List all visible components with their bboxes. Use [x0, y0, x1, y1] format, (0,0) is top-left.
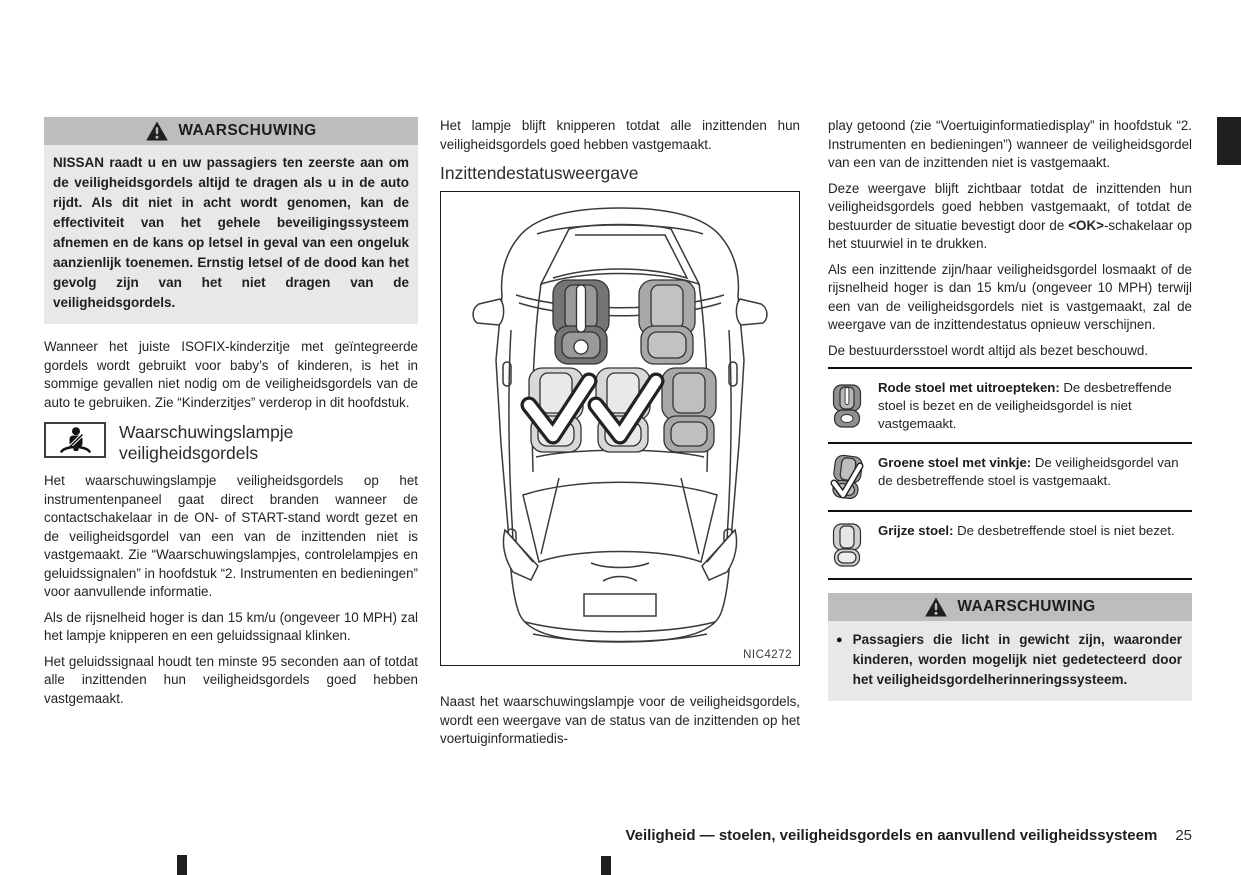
- seat-status-legend: [828, 367, 1192, 580]
- warning-box: [828, 593, 1192, 701]
- legend-row: [828, 442, 1192, 510]
- paragraph: Het waarschuwingslampje veiligheidsgordels op het instrumentenpaneel gaat direct branden wanneer de contactschakelaar in de ON- of START-stand wordt gezet en de veiligheidsgordel van een van de inzittenden niet is vastgemaakt. Zie “Waarschuwingslampjes, controlelampjes en geluidssignalen” in hoofdstuk “2. Instrumenten en bedieningen” voor aanvullende informatie.: [44, 473, 418, 599]
- warning-header: [828, 593, 1192, 621]
- seat-front-left-exclamation: [553, 280, 609, 364]
- warning-title: WAARSCHUWING: [178, 122, 317, 139]
- legend-text: [878, 379, 1192, 432]
- middle-column: [440, 117, 800, 756]
- paragraph: play getoond (zie “Voertuiginformatiedisplay” in hoofdstuk “2. Instrumenten en bedieningen”) wanneer de veiligheidsgordel van een van de inzittenden niet is vastgemaakt.: [828, 118, 1192, 170]
- legend-text: [878, 454, 1192, 500]
- paragraph: [828, 180, 1192, 254]
- seat-rear-right-occupied: [662, 368, 716, 452]
- footer-title: Veiligheid — stoelen, veiligheidsgordels en aanvullend veiligheidssysteem: [625, 827, 1158, 844]
- legend-desc: De veiligheidsgordel van de desbetreffende stoel is vastgemaakt.: [878, 455, 1179, 489]
- paragraph: Het lampje blijft knipperen totdat alle inzittenden hun veiligheidsgordels goed hebben vastgemaakt.: [440, 118, 800, 152]
- paragraph: De bestuurdersstoel wordt altijd als bezet beschouwd.: [828, 342, 1149, 358]
- paragraph: Naast het waarschuwingslampje voor de veiligheidsgordels, wordt een weergave van de status van de inzittenden op het voertuiginformatiedis-: [440, 694, 800, 746]
- warning-triangle-icon: [145, 120, 169, 142]
- car-top-view-diagram: [441, 192, 799, 665]
- seat-check-icon: [830, 454, 864, 500]
- paragraph-text: -schakelaar op het stuurwiel in te drukken.: [828, 217, 1192, 251]
- legend-desc: De desbetreffende stoel is niet bezet.: [957, 523, 1175, 539]
- ok-switch-label: <OK>: [1068, 217, 1104, 233]
- legend-term: Grijze stoel:: [878, 523, 954, 539]
- paragraph-text: Deze weergave blijft zichtbaar totdat de inzittenden hun veiligheidsgordels goed hebben vastgemaakt, of totdat de bestuurder de situatie bevestigt door de: [828, 180, 1192, 233]
- subsection-title: Inzittendestatusweergave: [440, 163, 639, 183]
- seat-front-right-occupied: [639, 280, 695, 364]
- print-registration-mark: [177, 855, 187, 875]
- paragraph: Wanneer het juiste ISOFIX-kinderzitje met geïntegreerde gordels wordt gebruikt voor baby’s of kinderen, is het in sommige gevallen niet nodig om de veiligheidsgordels van de auto te gebruiken. Zie “Kinderzitjes” verderop in dit hoofdstuk.: [44, 339, 418, 410]
- legend-term: Groene stoel met vinkje:: [878, 455, 1032, 471]
- warning-list-item: [836, 630, 1182, 690]
- seat-gray-icon: [830, 522, 864, 568]
- left-column: [44, 117, 418, 715]
- warning-box: [44, 117, 418, 324]
- warning-text: NISSAN raadt u en uw passagiers ten zeerste aan om de veiligheidsgordels altijd te dragen als u in de auto rijdt. Als dit niet in acht wordt genomen, kan de effectiviteit van het gehele beveiligingssysteem afnemen en de kans op letsel in geval van een ongeluk aanzienlijk toenemen. Ernstig letsel of de dood kan het gevolg zijn van het niet dragen van de veiligheidsgordels.: [44, 145, 418, 324]
- seat-exclamation-icon: [830, 379, 864, 432]
- paragraph: Als de rijsnelheid hoger is dan 15 km/u (ongeveer 10 MPH) zal het lampje knipperen en een geluidssignaal klinken.: [44, 609, 418, 643]
- warning-header: [44, 117, 418, 145]
- legend-row: [828, 510, 1192, 580]
- warning-text: [828, 621, 1192, 701]
- print-registration-mark: [601, 856, 611, 875]
- section-tab-marker: [1217, 117, 1241, 165]
- warning-triangle-icon: [924, 596, 948, 618]
- warning-item-text: Passagiers die licht in gewicht zijn, waaronder kinderen, worden mogelijk niet gedetecteerd door het veiligheidsgordelherinneringssysteem.: [852, 632, 1182, 688]
- figure-code: NIC4272: [743, 649, 792, 661]
- legend-row: [828, 367, 1192, 442]
- section-heading: [44, 422, 418, 464]
- section-title: Waarschuwingslampje veiligheidsgordels: [119, 422, 294, 463]
- seatbelt-warning-lamp-icon: [44, 422, 106, 458]
- right-column: [828, 117, 1192, 715]
- warning-title: WAARSCHUWING: [957, 598, 1096, 616]
- page-number: 25: [1175, 827, 1192, 844]
- legend-term: Rode stoel met uitroepteken:: [878, 380, 1060, 395]
- bullet-icon: ●: [836, 634, 843, 647]
- legend-desc: De desbetreffende stoel is bezet en de veiligheidsgordel is niet vastgemaakt.: [878, 380, 1172, 431]
- paragraph: Als een inzittende zijn/haar veiligheidsgordel losmaakt of de rijsnelheid hoger is dan 15 km/u (ongeveer 10 MPH) terwijl een van de veiligheidsgordels niet is vastgemaakt, zal de weergave van de inzittendestatus opnieuw verschijnen.: [828, 261, 1192, 332]
- car-occupant-status-figure: [440, 191, 800, 666]
- paragraph: Het geluidssignaal houdt ten minste 95 seconden aan of totdat alle inzittenden hun veiligheidsgordels goed hebben vastgemaakt.: [44, 653, 418, 706]
- legend-text: [878, 522, 1175, 568]
- page-footer: [625, 827, 1192, 844]
